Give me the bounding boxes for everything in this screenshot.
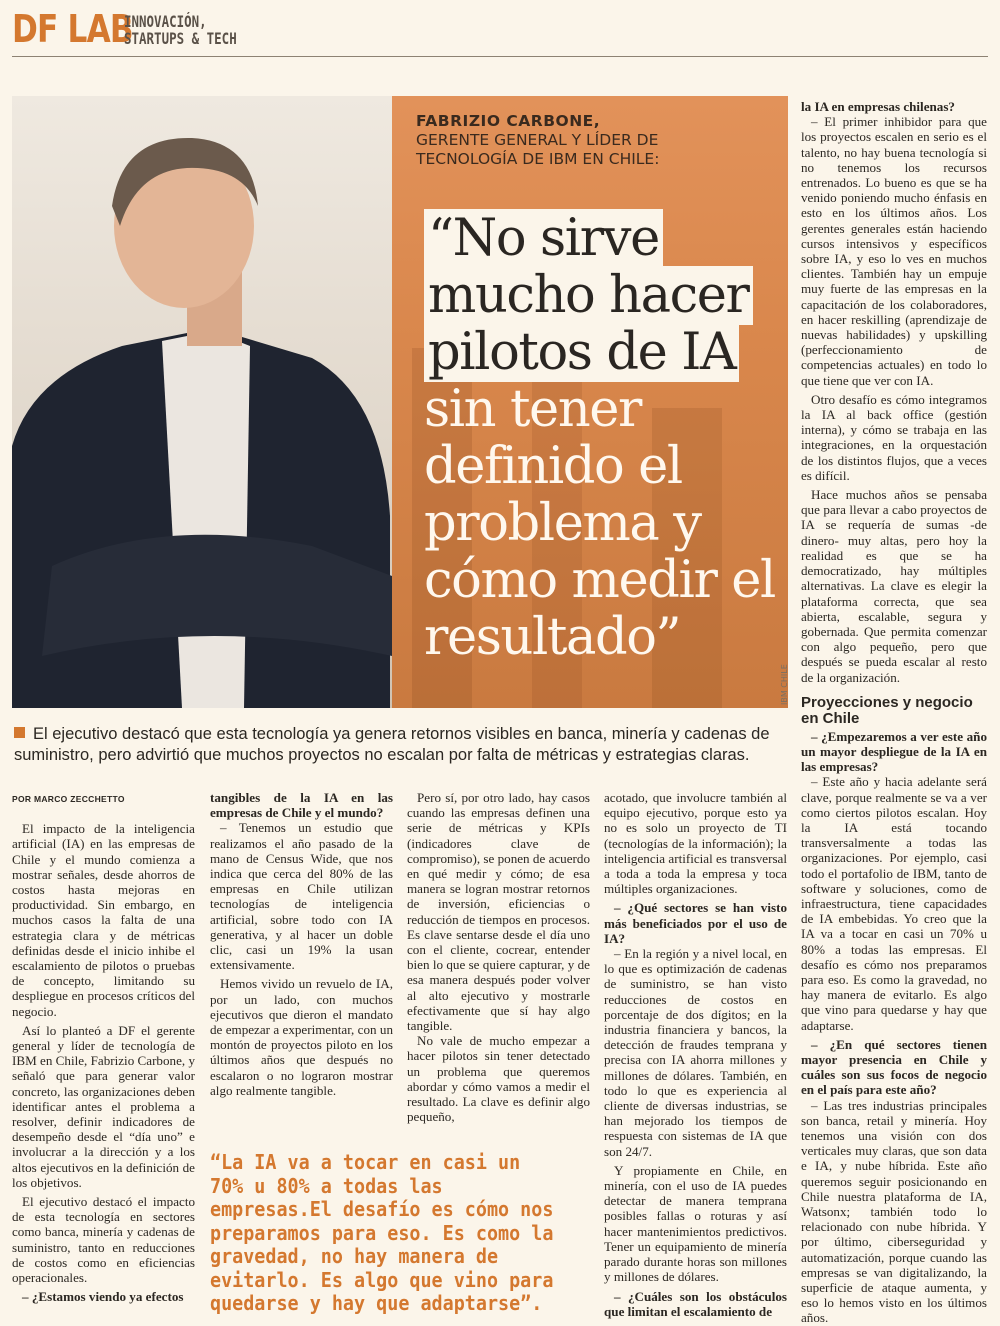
tagline-line-2: STARTUPS & TECH xyxy=(124,29,237,48)
article-column-3 xyxy=(407,790,590,1124)
question: – ¿Cuáles son los obstáculos que limitan el escalamiento de xyxy=(604,1288,787,1319)
headline xyxy=(424,210,794,666)
question: – ¿Estamos viendo ya efectos xyxy=(22,1289,184,1305)
photo-credit: IBM CHILE xyxy=(780,664,789,705)
brand-logo: DF LAB xyxy=(12,7,133,51)
question: – ¿En qué sectores tienen mayor presencia en Chile y cuáles son sus focos de negocio en el país para este año? xyxy=(801,1036,987,1098)
paragraph: – En la región y a nivel local, en lo que es optimización de cadenas de suministro, se han visto reducciones de costos en porcentaje de dos dígitos; en la industria financiera y bancos, la detección de fraudes temprana y precisa con IA ahorra millones y millones de dólares. También, en todo lo que es experiencia al cliente de diversas industrias, se han mejorado los tiempos de respuesta con sistemas de IA que son 24/7. xyxy=(604,946,787,1159)
interviewee-role-1: GERENTE GENERAL Y LÍDER DE xyxy=(416,131,659,149)
bullet-square-icon xyxy=(14,727,25,738)
paragraph: – Las tres industrias principales son banca, retail y minería. Hoy tenemos una visión con dos verticales muy claras, que son data e IA, y nube híbrida. Este año queremos seguir posicionando en Chile nuestra plataforma de IA, Watsonx; también todo lo relacionado con nube híbrida. Y por último, ciberseguridad y automatización, porque cuando las empresas se van digitalizando, la superficie de ataque aumenta, y eso lo hemos visto en los últimos años. xyxy=(801,1097,987,1326)
paragraph: No vale de mucho empezar a hacer pilotos sin tener detectado un problema que queremos abordar y cómo vamos a medir el resultado. La clave es definir algo pequeño, xyxy=(407,1033,590,1125)
interviewee-label xyxy=(416,112,659,169)
lead-paragraph xyxy=(14,724,784,766)
header-divider xyxy=(12,56,988,57)
paragraph: – El primer inhibidor para que los proyectos escalen en serio es el talento, no hay buena tecnología si no tenemos los recursos entrenados. Lo bueno es que se ha venido poniendo mucho énfasis en esto en los últimos años. Los gerentes generales están haciendo cursos intensivos y específicos sobre IA, y eso lo ves en muchos clientes. También hay un empuje muy fuerte de las empresas en la capacitación de los colaboradores, en hacer reskilling (aprendizaje de nuevas habilidades) y upskilling (perfeccionamiento de competencias actuales) en todo lo que tiene que ver con IA. xyxy=(801,114,987,388)
headline-rest: sin tener definido el problema y cómo medir el resultado” xyxy=(424,380,775,667)
question: la IA en empresas chilenas? xyxy=(801,99,955,114)
headline-highlight: “No sirve mucho hacer pilotos de IA xyxy=(424,209,753,382)
paragraph: – Este año y hacia adelante será clave, porque realmente se va a ver como ciertos pilotos escalan. Hoy la IA está tocando transversalmente a todas las organizaciones. Por ejemplo, casi todo el portafolio de IBM, tanto de software y soluciones, como de infraestructura, tiene capacidades de IA embebidas. Yo creo que la IA va a tocar en casi un 70% u 80% a todas las empresas. El desafío es cómo nos preparamos para eso. Es como la gravedad, no hay manera de evitarlo. Es algo que vino para quedarse y hay que adaptarse. xyxy=(801,774,987,1033)
article-column-4 xyxy=(604,790,787,1319)
interviewee-role-2: TECNOLOGÍA DE IBM EN CHILE: xyxy=(416,150,660,168)
article-column-1 xyxy=(12,792,195,1305)
question: – ¿Empezaremos a ver este año un mayor despliegue de la IA en las empresas? xyxy=(801,728,987,775)
article-column-2 xyxy=(210,790,393,1098)
portrait-illustration xyxy=(12,96,402,708)
question: – ¿Qué sectores se han visto más beneficiados por el uso de IA? xyxy=(604,900,787,946)
paragraph: Y propiamente en Chile, en minería, con el uso de IA puedes detectar de manera temprana posibles fallas o roturas y así hacer mantenimientos predictivos. Tener un equipamiento de minería parado durante horas son millones y millones de dólares. xyxy=(604,1162,787,1285)
paragraph: El impacto de la inteligencia artificial (IA) en las empresas de Chile y el mundo comienza a mostrar señales, desde ahorros de costos hasta mejoras en productividad. Sin embargo, en muchos casos la falta de una estrategia clara y de métricas definidas desde el inicio inhibe el escalamiento de pilotos o pruebas de concepto, limitando su despliegue en procesos críticos del negocio. xyxy=(12,821,195,1019)
article-column-5 xyxy=(801,99,987,1326)
subheading: Proyecciones y negocio en Chile xyxy=(801,693,973,727)
tagline-line-1: INNOVACIÓN, xyxy=(124,12,207,31)
paragraph: El ejecutivo destacó el impacto de esta tecnología en sectores como banca, minería y cadenas de suministro, tanto en reducciones de costos como en eficiencias operacionales. xyxy=(12,1194,195,1286)
paragraph: Hace muchos años se pensaba que para llevar a cabo proyectos de IA se requería de sumas -de dinero- muy altas, pero hoy la realidad es que se ha democratizado, hay múltiples alternativas. La clave es elegir la plataforma correcta, que sea abierta, escalable, segura y gobernada. Que permita comenzar con algo pequeño, pero que después se pueda escalar al resto de la organización. xyxy=(801,487,987,685)
pull-quote: “La IA va a tocar en casi un 70% u 80% a todas las empresas.El desafío es cómo nos preparamos para eso. Es como la gravedad, no hay manera de evitarlo. Es algo que vino para quedarse y hay que adaptarse”. xyxy=(210,1150,554,1315)
paragraph: Hemos vivido un revuelo de IA, por un lado, con muchos ejecutivos que dieron el mandato de empezar a experimentar, con un montón de proyectos piloto en los últimos años que después no escalaron o no lograron mostrar algo realmente tangible. xyxy=(210,976,393,1098)
paragraph: – Tenemos un estudio que realizamos el año pasado de la mano de Census Wide, que nos indica que cerca del 80% de las empresas en Chile utilizan tecnologías de inteligencia artificial, sobre todo con IA generativa, y al hacer un doble clic, casi un 19% la usan extensivamente. xyxy=(210,820,393,973)
interviewee-name: FABRIZIO CARBONE, xyxy=(416,112,601,130)
lead-text: El ejecutivo destacó que esta tecnología ya genera retornos visibles en banca, minería y cadenas de suministro, pero advirtió que muchos proyectos no escalan por falta de métricas y estrategias claras. xyxy=(14,725,770,764)
byline: POR MARCO ZECCHETTO xyxy=(12,794,125,804)
paragraph: Pero sí, por otro lado, hay casos cuando las empresas definen una serie de métricas y KPIs (indicadores clave de compromiso), se ponen de acuerdo en qué medir y cómo; de esa manera se logran mostrar retornos de inversión, eficiencias o reducción de tiempos en procesos. Es clave sentarse desde el día uno con el cliente, cocrear, entender bien lo que se quiere capturar, y de esa manera después poder volver al alto ejecutivo y mostrarle efectivamente que sí hay algo tangible. xyxy=(407,790,590,1034)
paragraph: Así lo planteó a DF el gerente general y líder de tecnología de IBM en Chile, Fabrizio Carbone, y señaló que para generar valor concreto, las organizaciones deben identificar antes el problema a resolver, definir indicadores de desempeño desde el “día uno” e involucrar a la dirección y a los altos ejecutivos en la definición de los objetivos. xyxy=(12,1022,195,1190)
section-tagline xyxy=(124,13,237,47)
paragraph: acotado, que involucre también al equipo ejecutivo, porque esto ya no es solo un proyecto de TI (tecnologías de la información); la inteligencia artificial es transversal a toda a toda la empresa y toca múltiples organizaciones. xyxy=(604,790,787,897)
paragraph: Otro desafío es cómo integramos la IA al back office (gestión interna), y cómo se trabaja en las integraciones, en la orquestación de los distintos flujos, que a veces es difícil. xyxy=(801,391,987,483)
question: tangibles de la IA en las empresas de Chile y el mundo? xyxy=(210,790,393,821)
